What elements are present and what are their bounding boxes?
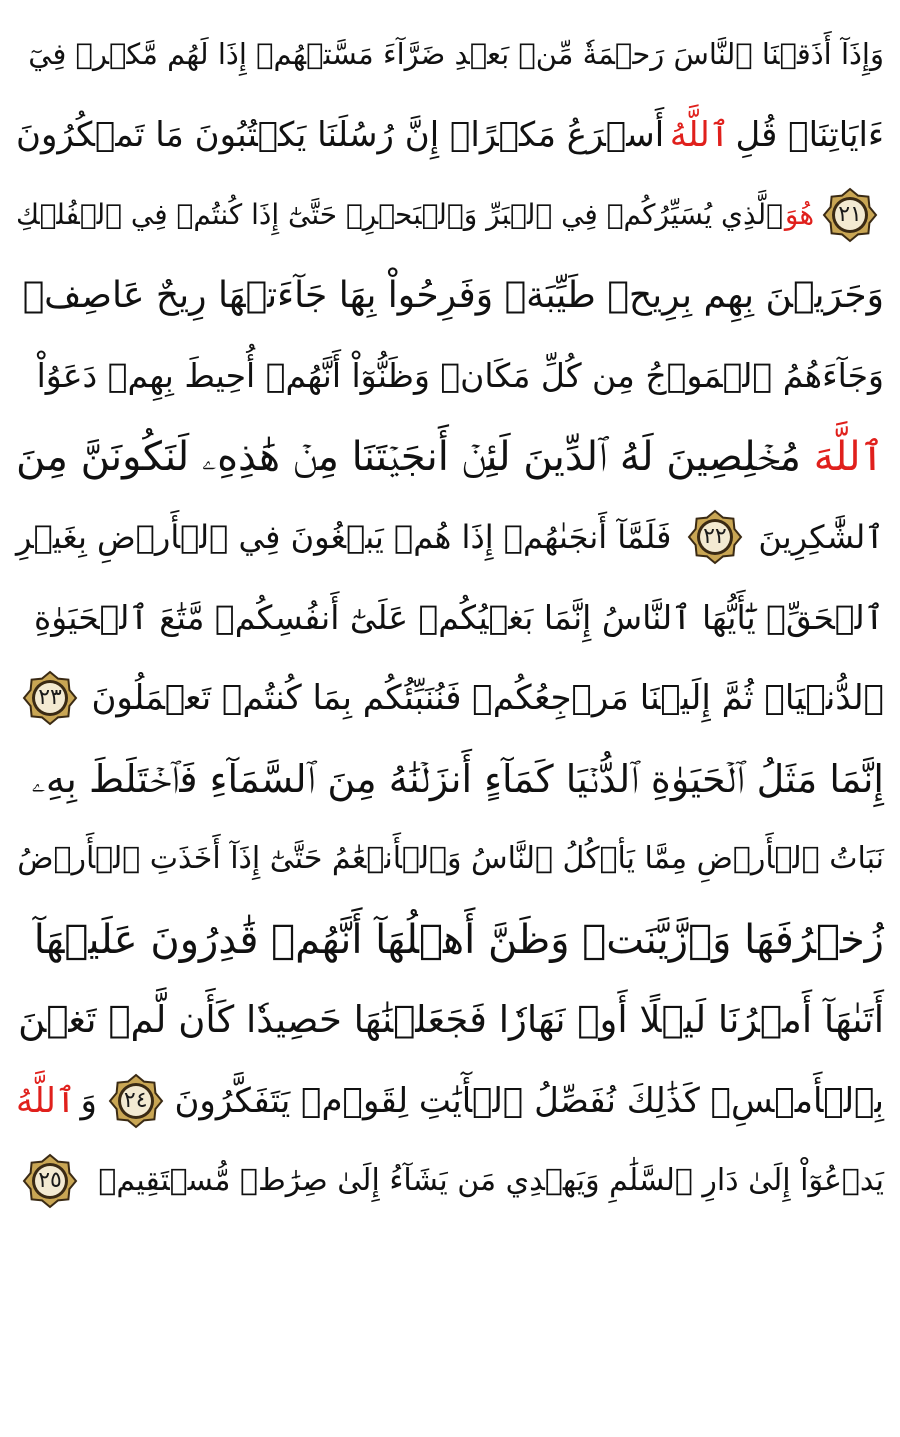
text-line xyxy=(16,417,884,498)
divine-name-text: ٱللَّهُ xyxy=(669,114,730,155)
ayah-number: ٢١ xyxy=(838,202,862,228)
text-line xyxy=(16,1061,884,1142)
text-line xyxy=(16,14,884,95)
text-block xyxy=(16,14,884,1222)
verse-text: إِنَّمَا مَثَلُ ٱلۡحَيَوٰةِ ٱلدُّنۡيَا كَمَآءٍ أَنزَلۡنَٰهُ مِنَ ٱلسَّمَآءِ فَٱخۡتَلَطَ بِهِۦ xyxy=(31,756,884,801)
verse-text: وَجَرَيۡنَ بِهِم بِرِيحٖ طَيِّبَةٖ وَفَرِحُواْ بِهَا جَآءَتۡهَا رِيحٌ عَاصِفٞ xyxy=(22,274,884,316)
verse-text: مُخۡلِصِينَ لَهُ ٱلدِّينَ لَئِنۡ أَنجَيۡتَنَا مِنۡ هَٰذِهِۦ لَنَكُونَنَّ مِنَ xyxy=(16,433,801,480)
text-line xyxy=(16,256,884,337)
text-line xyxy=(16,658,884,739)
text-line xyxy=(16,1141,884,1222)
verse-text: فَلَمَّآ أَنجَىٰهُمۡ إِذَا هُمۡ يَبۡغُونَ فِي ٱلۡأَرۡضِ بِغَيۡرِ xyxy=(16,518,672,557)
verse-text: زُخۡرُفَهَا وَٱزَّيَّنَتۡ وَظَنَّ أَهۡلُهَآ أَنَّهُمۡ قَٰدِرُونَ عَلَيۡهَآ xyxy=(33,916,884,963)
ayah-number-marker xyxy=(22,1153,78,1209)
text-line xyxy=(16,578,884,659)
text-line xyxy=(16,175,884,256)
verse-text: نَبَاتُ ٱلۡأَرۡضِ مِمَّا يَأۡكُلُ ٱلنَّاسُ وَٱلۡأَنۡعَٰمُ حَتَّىٰٓ إِذَآ أَخَذَتِ ٱلۡأَرۡضُ xyxy=(17,841,884,877)
divine-name-text: ٱللَّهَ xyxy=(813,433,884,480)
ayah-number-marker xyxy=(108,1073,164,1129)
text-line xyxy=(16,497,884,578)
verse-text: أَتَىٰهَآ أَمۡرُنَا لَيۡلًا أَوۡ نَهَارٗا فَجَعَلۡنَٰهَا حَصِيدٗا كَأَن لَّمۡ تَغۡنَ xyxy=(18,998,884,1042)
verse-text: يَدۡعُوٓاْ إِلَىٰ دَارِ ٱلسَّلَٰمِ وَيَهۡدِي مَن يَشَآءُ إِلَىٰ صِرَٰطٖ مُّسۡتَقِيمٖ xyxy=(98,1163,884,1199)
text-line xyxy=(16,739,884,820)
verse-text: وَجَآءَهُمُ ٱلۡمَوۡجُ مِن كُلِّ مَكَانٖ وَظَنُّوٓاْ أَنَّهُمۡ أُحِيطَ بِهِمۡ دَعَوُاْ xyxy=(36,356,884,396)
ayah-number: ٢٢ xyxy=(703,524,727,550)
ayah-number-marker xyxy=(22,670,78,726)
verse-text: ٱلۡحَقِّۗ يَٰٓأَيُّهَا ٱلنَّاسُ إِنَّمَا بَغۡيُكُمۡ عَلَىٰٓ أَنفُسِكُمۖ مَّتَٰعَ ٱلۡحَيَوٰةِ xyxy=(33,597,884,637)
verse-text: ٱلشَّٰكِرِينَ xyxy=(758,518,884,557)
verse-text: وَ xyxy=(80,1080,97,1121)
divine-name-text: ٱللَّهُ xyxy=(16,1080,76,1121)
text-line xyxy=(16,819,884,900)
text-line xyxy=(16,900,884,981)
verse-text: أَسۡرَعُ مَكۡرًاۚ إِنَّ رُسُلَنَا يَكۡتُبُونَ مَا تَمۡكُرُونَ xyxy=(16,114,665,155)
verse-text: ٱلدُّنۡيَاۖ ثُمَّ إِلَيۡنَا مَرۡجِعُكُمۡ فَنُنَبِّئُكُم بِمَا كُنتُمۡ تَعۡمَلُونَ xyxy=(91,678,884,719)
verse-text: بِٱلۡأَمۡسِۚ كَذَٰلِكَ نُفَصِّلُ ٱلۡأٓيَٰتِ لِقَوۡمٖ يَتَفَكَّرُونَ xyxy=(174,1080,884,1121)
text-line xyxy=(16,336,884,417)
ayah-number-marker xyxy=(687,509,743,565)
ayah-number: ٢٣ xyxy=(38,685,62,711)
ayah-number: ٢٥ xyxy=(38,1168,62,1194)
divine-name-text: هُوَ xyxy=(784,198,815,232)
verse-text: وَإِذَآ أَذَقۡنَا ٱلنَّاسَ رَحۡمَةٗ مِّنۢ بَعۡدِ ضَرَّآءَ مَسَّتۡهُمۡ إِذَا لَهُم مَّكۡرٞ فِيٓ xyxy=(28,37,884,72)
verse-text: ٱلَّذِي يُسَيِّرُكُمۡ فِي ٱلۡبَرِّ وَٱلۡبَحۡرِۖ حَتَّىٰٓ إِذَا كُنتُمۡ فِي ٱلۡفُلۡكِ xyxy=(16,198,783,232)
text-line xyxy=(16,95,884,176)
ayah-number-marker xyxy=(822,187,878,243)
ayah-number: ٢٤ xyxy=(123,1087,148,1113)
text-line xyxy=(16,980,884,1061)
verse-text: ءَايَاتِنَاۚ قُلِ xyxy=(735,114,884,155)
